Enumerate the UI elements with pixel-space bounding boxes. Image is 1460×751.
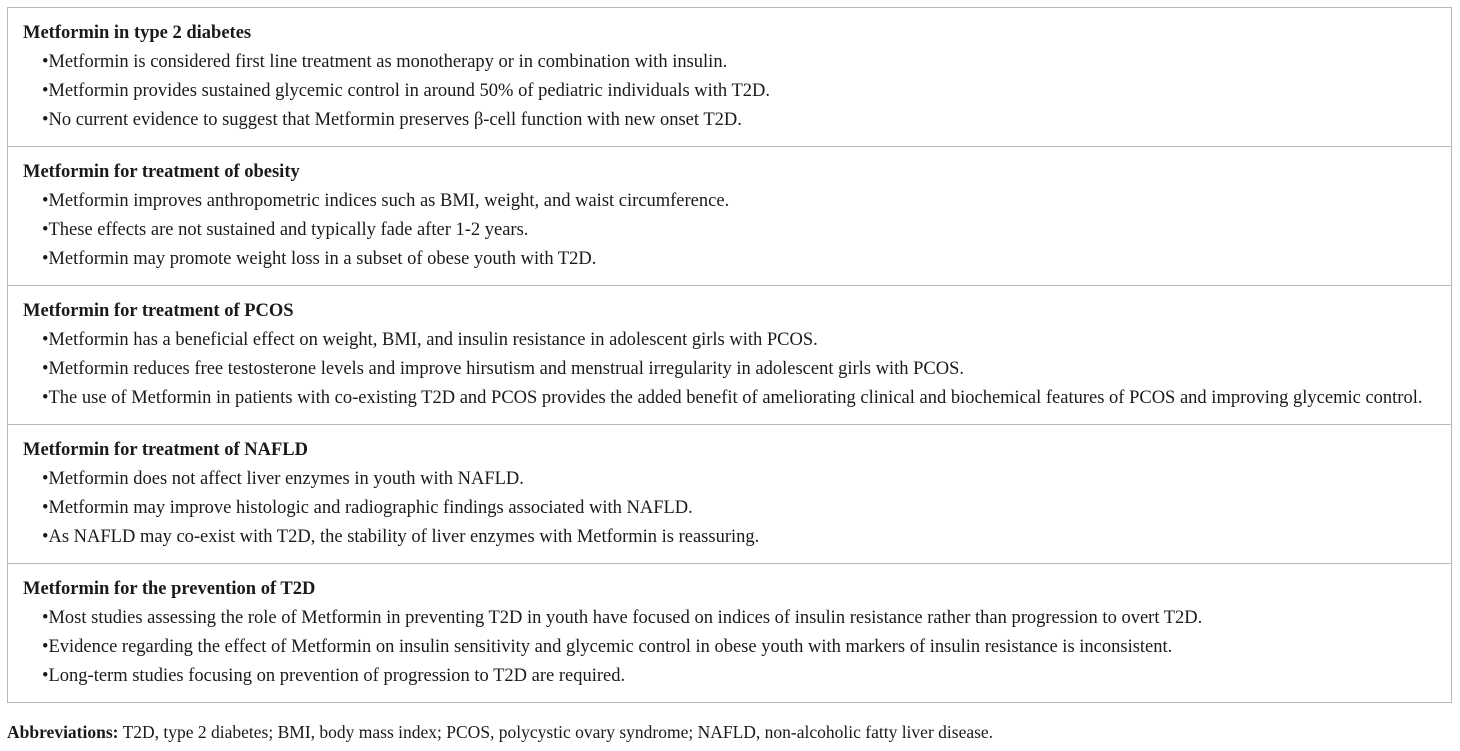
bullet-icon: • xyxy=(42,359,49,379)
section-nafld xyxy=(8,424,1451,563)
bullet-icon: • xyxy=(42,666,49,686)
bullet-text: The use of Metformin in patients with co-existing T2D and PCOS provides the added benefit of ameliorating clinical and biochemical features of PCOS and improving glycemic control. xyxy=(48,388,1423,408)
bullet-item xyxy=(23,662,1437,691)
section-title: Metformin for treatment of obesity xyxy=(23,162,300,182)
bullet-item xyxy=(23,633,1437,662)
bullet-text: Metformin may improve histologic and radiographic findings associated with NAFLD. xyxy=(48,498,693,518)
section-pcos xyxy=(8,285,1451,424)
bullet-text: Evidence regarding the effect of Metformin on insulin sensitivity and glycemic control in obese youth with markers of insulin resistance is inconsistent. xyxy=(48,637,1173,657)
bullet-text: Metformin has a beneficial effect on weight, BMI, and insulin resistance in adolescent girls with PCOS. xyxy=(48,330,818,350)
bullet-icon: • xyxy=(42,81,49,101)
bullet-item xyxy=(23,384,1437,413)
bullet-item xyxy=(23,216,1437,245)
bullet-icon: • xyxy=(42,330,49,350)
section-obesity xyxy=(8,146,1451,285)
bullet-text: Metformin improves anthropometric indices such as BMI, weight, and waist circumference. xyxy=(48,191,730,211)
bullet-text: These effects are not sustained and typically fade after 1-2 years. xyxy=(48,220,529,240)
bullet-text: No current evidence to suggest that Metformin preserves β-cell function with new onset T2D. xyxy=(48,110,742,130)
bullet-icon: • xyxy=(42,498,49,518)
summary-table xyxy=(7,7,1452,703)
bullet-text: Metformin provides sustained glycemic control in around 50% of pediatric individuals with T2D. xyxy=(48,81,771,101)
section-title: Metformin for treatment of NAFLD xyxy=(23,440,308,460)
bullet-icon: • xyxy=(42,191,49,211)
bullet-text: Most studies assessing the role of Metformin in preventing T2D in youth have focused on indices of insulin resistance rather than progression to overt T2D. xyxy=(48,608,1203,628)
bullet-text: Metformin does not affect liver enzymes in youth with NAFLD. xyxy=(48,469,524,489)
section-type2-diabetes xyxy=(8,8,1451,146)
bullet-text: Metformin is considered first line treatment as monotherapy or in combination with insulin. xyxy=(48,52,728,72)
bullet-text: Metformin reduces free testosterone levels and improve hirsutism and menstrual irregularity in adolescent girls with PCOS. xyxy=(48,359,965,379)
bullet-item xyxy=(23,187,1437,216)
section-title: Metformin for treatment of PCOS xyxy=(23,301,294,321)
bullet-item xyxy=(23,326,1437,355)
bullet-item xyxy=(23,245,1437,274)
bullet-item xyxy=(23,494,1437,523)
bullet-icon: • xyxy=(42,249,49,269)
bullet-icon: • xyxy=(42,637,49,657)
section-prevention xyxy=(8,563,1451,702)
bullet-text: Long-term studies focusing on prevention of progression to T2D are required. xyxy=(48,666,626,686)
bullet-icon: • xyxy=(42,110,49,130)
bullet-text: Metformin may promote weight loss in a subset of obese youth with T2D. xyxy=(48,249,597,269)
bullet-icon: • xyxy=(42,469,49,489)
footnote-text: T2D, type 2 diabetes; BMI, body mass index; PCOS, polycystic ovary syndrome; NAFLD, non-alcoholic fatty liver disease. xyxy=(122,722,994,742)
section-title: Metformin for the prevention of T2D xyxy=(23,579,316,599)
footnote-label: Abbreviations: xyxy=(7,722,119,742)
bullet-icon: • xyxy=(42,527,49,547)
bullet-item xyxy=(23,465,1437,494)
bullet-item xyxy=(23,77,1437,106)
bullet-item xyxy=(23,523,1437,552)
abbreviations-footnote xyxy=(7,719,993,745)
section-title: Metformin in type 2 diabetes xyxy=(23,23,252,43)
bullet-item xyxy=(23,355,1437,384)
bullet-item xyxy=(23,106,1437,135)
bullet-item xyxy=(23,604,1437,633)
bullet-icon: • xyxy=(42,220,49,240)
bullet-item xyxy=(23,48,1437,77)
bullet-icon: • xyxy=(42,608,49,628)
bullet-icon: • xyxy=(42,388,49,408)
bullet-text: As NAFLD may co-exist with T2D, the stability of liver enzymes with Metformin is reassuring. xyxy=(48,527,760,547)
bullet-icon: • xyxy=(42,52,49,72)
